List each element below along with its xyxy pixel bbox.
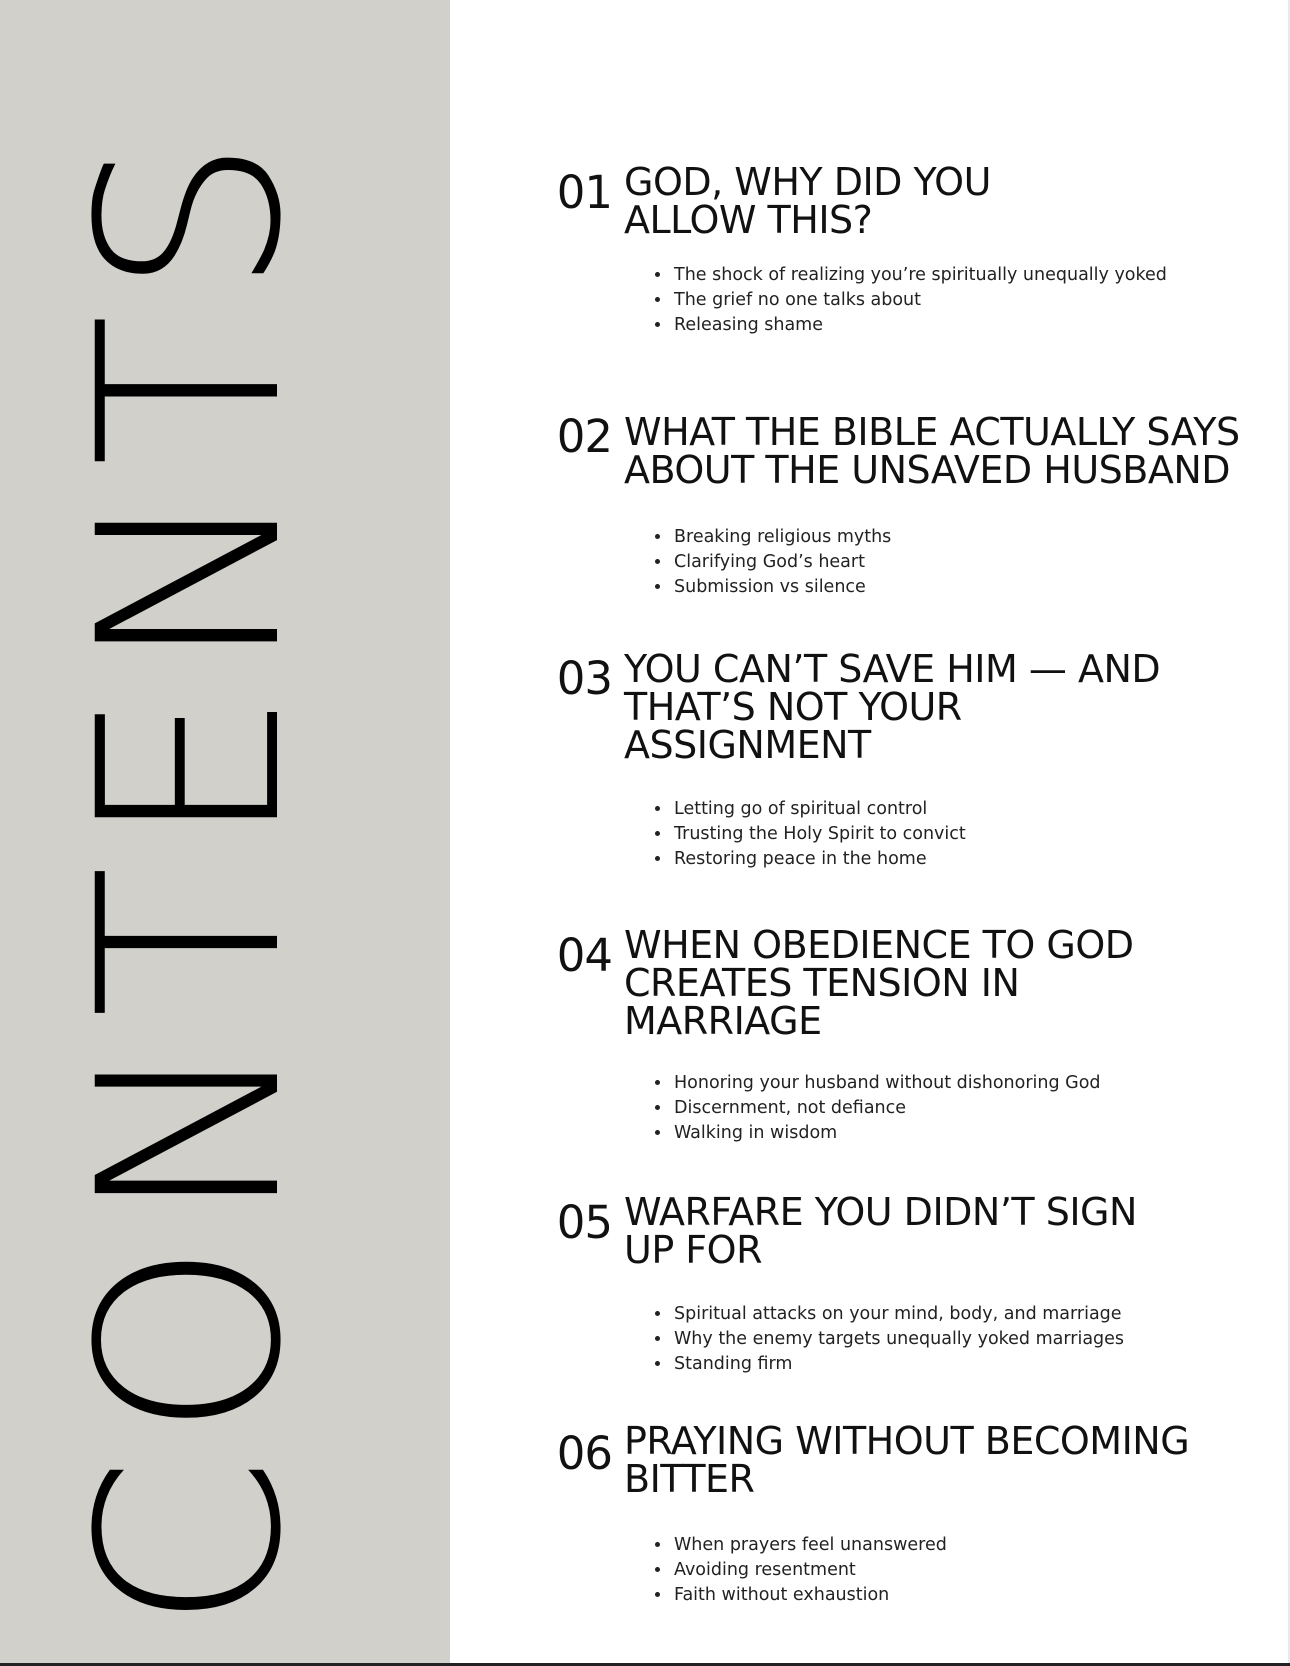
entry-bullet: • Spiritual attacks on your mind, body, and marriage — [672, 1302, 1124, 1327]
entry-title-line: WHEN OBEDIENCE TO GOD — [624, 923, 1134, 967]
entry-bullet: • When prayers feel unanswered — [672, 1533, 947, 1558]
entry-title — [624, 1419, 1274, 1501]
entry-bullet: • Restoring peace in the home — [672, 847, 966, 872]
entry-bullet: • Clarifying God’s heart — [672, 550, 891, 575]
entry-title — [624, 647, 1274, 767]
entry-number: 06 — [556, 1427, 612, 1480]
entry-title-line: ABOUT THE UNSAVED HUSBAND — [624, 448, 1231, 492]
entry-number: 03 — [556, 652, 612, 705]
entry-bullet-list — [650, 1071, 1101, 1146]
entry-title-line: YOU CAN’T SAVE HIM — AND — [624, 647, 1161, 691]
entry-number: 05 — [556, 1196, 612, 1249]
entry-bullet: • Breaking religious myths — [672, 525, 891, 550]
entry-bullet-list — [650, 797, 966, 872]
entry-title-line: WARFARE YOU DIDN’T SIGN — [624, 1190, 1137, 1234]
entry-number: 02 — [556, 410, 612, 463]
entry-title-line: UP FOR — [624, 1228, 762, 1272]
entry-bullet-list — [650, 263, 1167, 338]
entry-title-line: CREATES TENSION IN — [624, 961, 1020, 1005]
entry-bullet-list — [650, 525, 891, 600]
entry-title — [624, 1190, 1274, 1272]
entry-title-line: THAT’S NOT YOUR — [624, 685, 962, 729]
contents-sidebar — [0, 0, 450, 1666]
entry-bullet: • Faith without exhaustion — [672, 1583, 947, 1608]
entry-bullet: • Standing firm — [672, 1352, 1124, 1377]
entry-bullet-list — [650, 1302, 1124, 1377]
entry-title — [624, 923, 1274, 1043]
entry-title-line: MARRIAGE — [624, 999, 822, 1043]
contents-vertical-title: CONTENTS — [45, 119, 336, 1631]
entry-title-line: ASSIGNMENT — [624, 723, 871, 767]
entry-title-line: BITTER — [624, 1457, 755, 1501]
entry-title-line: PRAYING WITHOUT BECOMING — [624, 1419, 1190, 1463]
entry-bullet: • Why the enemy targets unequally yoked marriages — [672, 1327, 1124, 1352]
entry-number: 01 — [556, 166, 612, 219]
entry-bullet: • Avoiding resentment — [672, 1558, 947, 1583]
entry-title-line: GOD, WHY DID YOU — [624, 160, 991, 204]
entry-bullet: • Honoring your husband without dishonoring God — [672, 1071, 1101, 1096]
entry-title — [624, 410, 1274, 492]
entry-title — [624, 160, 1274, 242]
entry-bullet: • Discernment, not defiance — [672, 1096, 1101, 1121]
entry-bullet: • Trusting the Holy Spirit to convict — [672, 822, 966, 847]
entry-bullet: • The shock of realizing you’re spiritually unequally yoked — [672, 263, 1167, 288]
entry-bullet: • Submission vs silence — [672, 575, 891, 600]
entry-bullet: • The grief no one talks about — [672, 288, 1167, 313]
entry-title-line: ALLOW THIS? — [624, 198, 873, 242]
entry-number: 04 — [556, 929, 612, 982]
entry-title-line: WHAT THE BIBLE ACTUALLY SAYS — [624, 410, 1240, 454]
entry-bullet-list — [650, 1533, 947, 1608]
entry-bullet: • Letting go of spiritual control — [672, 797, 966, 822]
entry-bullet: • Releasing shame — [672, 313, 1167, 338]
entry-bullet: • Walking in wisdom — [672, 1121, 1101, 1146]
